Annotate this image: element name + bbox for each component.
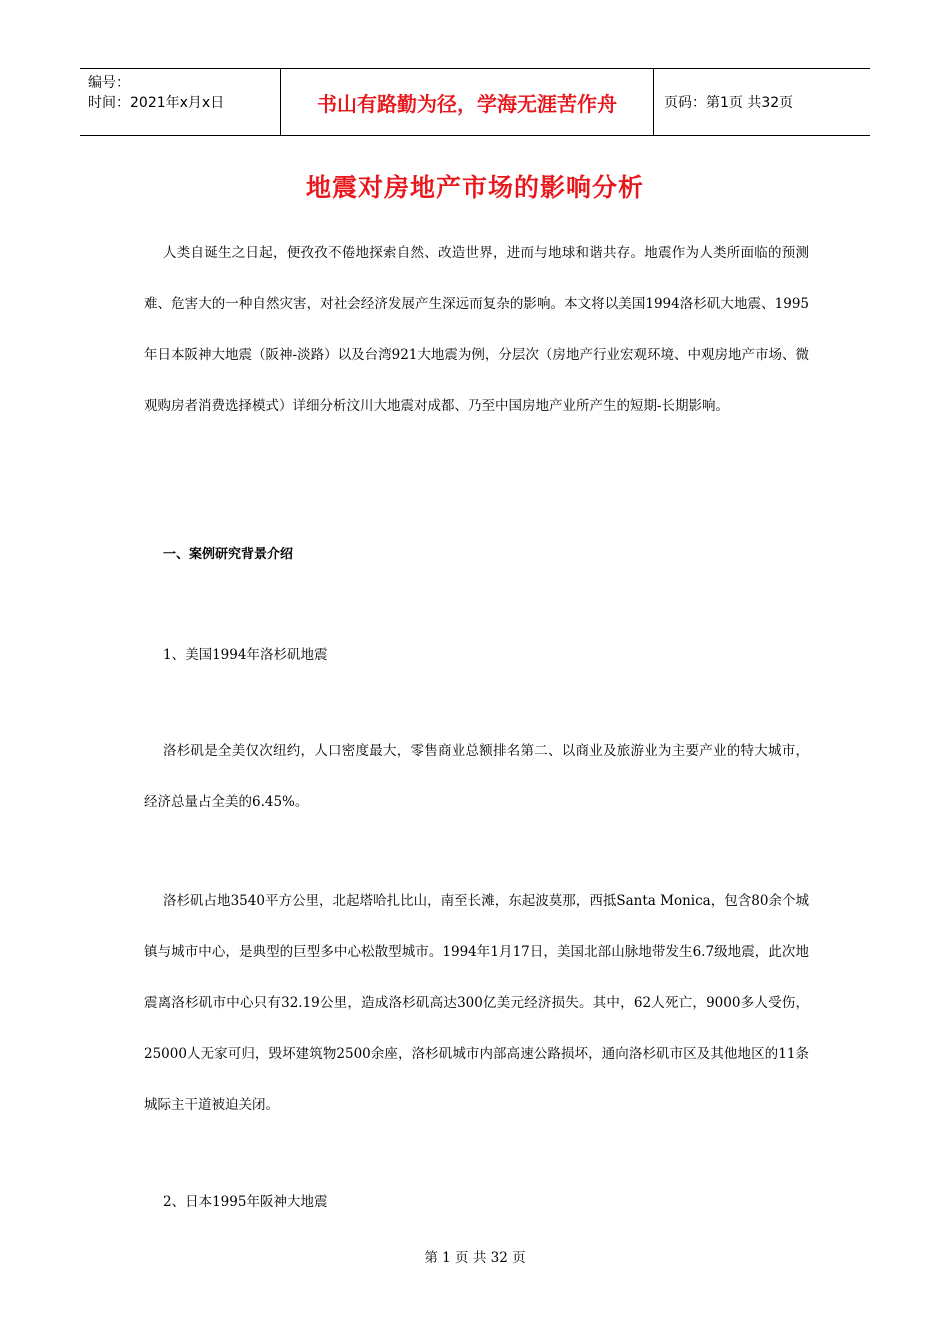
la-paragraph-2: 洛杉矶占地3540平方公里，北起塔哈扎比山，南至长滩，东起波莫那，西抵Santa Monica，包含80余个城镇与城市中心，是典型的巨型多中心松散型城市。1994年1月17日，美国北部山脉地带发生6.7级地震，此次地震离洛杉矶市中心只有32.19公里，造成洛杉矶高达300亿美元经济损失。其中，62人死亡，9000多人受伤，25000人无家可归，毁坏建筑物2500余座，洛杉矶城市内部高速公路损坏，通向洛杉矶市区及其他地区的11条城际主干道被迫关闭。 bbox=[144, 893, 809, 1113]
number-label: 编号： bbox=[88, 75, 130, 91]
subsection-heading-2: 2、日本1995年阪神大地震 bbox=[163, 1194, 328, 1210]
time-label: 时间：2021年x月x日 bbox=[88, 95, 225, 111]
header-table bbox=[80, 68, 870, 136]
subsection-heading-1: 1、美国1994年洛杉矶地震 bbox=[163, 647, 328, 663]
header-motto: 书山有路勤为径，学海无涯苦作舟 bbox=[281, 69, 654, 135]
document-title: 地震对房地产市场的影响分析 bbox=[305, 173, 644, 202]
header-page-info: 页码：第1页 共32页 bbox=[664, 95, 794, 111]
section-heading-1: 一、案例研究背景介绍 bbox=[163, 547, 294, 562]
page-footer: 第 1 页 共 32 页 bbox=[424, 1250, 526, 1266]
intro-paragraph: 人类自诞生之日起，便孜孜不倦地探索自然、改造世界，进而与地球和谐共存。地震作为人类所面临的预测难、危害大的一种自然灾害，对社会经济发展产生深远而复杂的影响。本文将以美国1994洛杉矶大地震、1995年日本阪神大地震（阪神-淡路）以及台湾921大地震为例，分层次（房地产行业宏观环境、中观房地产市场、微观购房者消费选择模式）详细分析汶川大地震对成都、乃至中国房地产业所产生的短期-长期影响。 bbox=[144, 245, 809, 414]
la-paragraph-1: 洛杉矶是全美仅次纽约，人口密度最大，零售商业总额排名第二、以商业及旅游业为主要产业的特大城市，经济总量占全美的6.45%。 bbox=[144, 743, 809, 810]
header-meta-cell bbox=[80, 69, 281, 135]
